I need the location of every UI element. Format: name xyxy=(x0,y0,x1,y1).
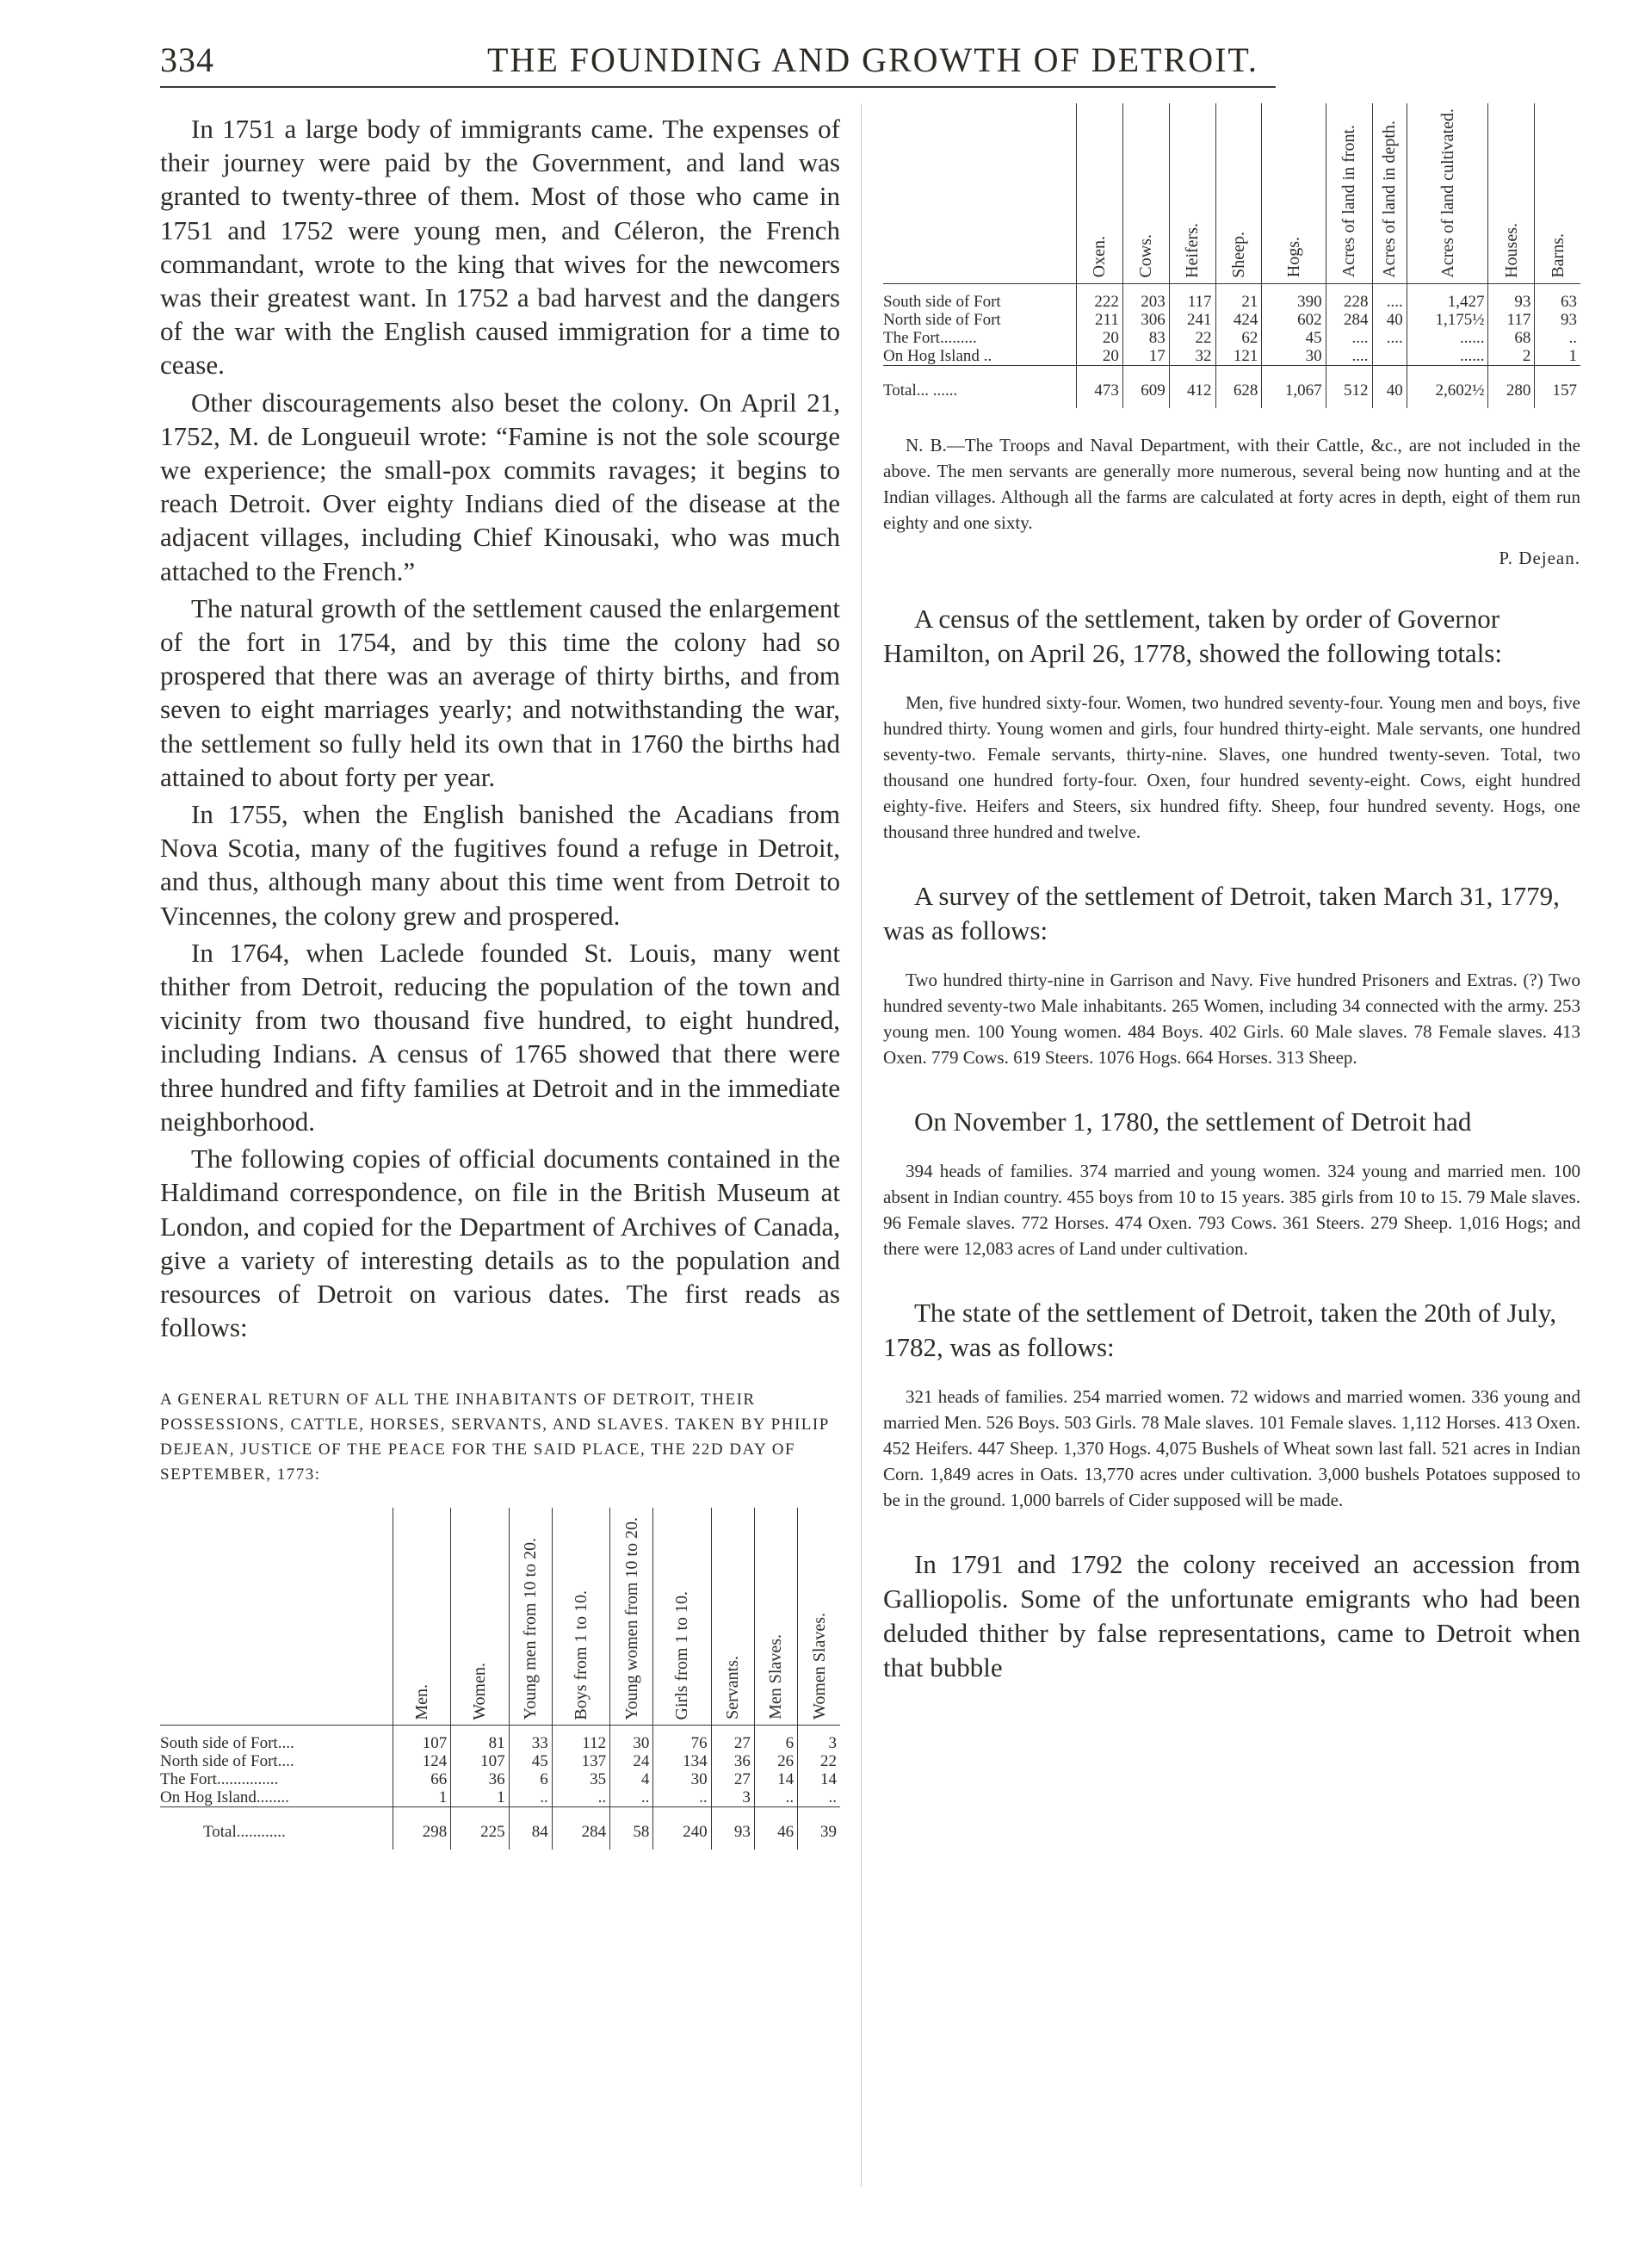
column-header-label: Acres of land in front. xyxy=(1339,125,1359,278)
table-cell: .. xyxy=(798,1788,840,1807)
right-column xyxy=(883,108,1580,1685)
table-header-row xyxy=(883,103,1580,283)
column-header-label: Women. xyxy=(470,1662,490,1720)
table-cell: 473 xyxy=(1077,365,1123,408)
col-acres-front xyxy=(1326,103,1372,283)
col-boys xyxy=(552,1508,609,1726)
table-cell: .. xyxy=(653,1788,711,1807)
column-header-label: Young men from 10 to 20. xyxy=(521,1538,541,1720)
table-cell: 93 xyxy=(1535,311,1580,329)
table-cell: 602 xyxy=(1262,311,1326,329)
table-row xyxy=(160,1788,840,1807)
table-cell: 58 xyxy=(610,1807,653,1850)
table-cell: 1 xyxy=(1535,347,1580,366)
paragraph-haldimand: The following copies of official documents contained in the Haldimand correspondence, on file in the British Museum at London, and copied for the Department of Archives of Canada, give a variety of interesting details as to the population and resources of Detroit on various dates. The first reads as follows: xyxy=(160,1143,840,1343)
table-total-row xyxy=(883,365,1580,408)
row-label: Total... ...... xyxy=(883,381,958,400)
column-header-label: Hogs. xyxy=(1284,237,1304,278)
table-cell: .. xyxy=(610,1788,653,1807)
table-cell: 222 xyxy=(1077,283,1123,311)
column-header-label: Acres of land cultivated. xyxy=(1438,108,1457,278)
table-cell: 211 xyxy=(1077,311,1123,329)
table-cell: 6 xyxy=(509,1770,552,1788)
table-cell: 30 xyxy=(610,1726,653,1753)
table-cell: 20 xyxy=(1077,329,1123,347)
table-cell: 22 xyxy=(1169,329,1215,347)
table-cell: 24 xyxy=(610,1752,653,1770)
section-body-1780: 394 heads of families. 374 married and young women. 324 young and married men. 100 absent in Indian country. 455 boys from 10 to 15 years. 385 girls from 10 to 15. 79 Male slaves. 96 Female slaves. 772 Horses. 474 Oxen. 793 Cows. 361 Steers. 279 Sheep. 1,016 Hogs; and there were 12,083 acres of Land under cultivation. xyxy=(883,1160,1580,1259)
table-cell: 39 xyxy=(798,1807,840,1850)
table-caption-1773: A GENERAL RETURN OF ALL THE INHABITANTS OF DETROIT, THEIR POSSESSIONS, CATTLE, HORSES, SERVANTS, AND SLAVES. TAKEN BY PHILIP DEJEAN, JUSTICE OF THE PEACE FOR THE SAID PLACE, THE 22D DAY OF SEPTEMBER, 1773: xyxy=(160,1391,830,1484)
table-cell: 4 xyxy=(610,1770,653,1788)
page-header xyxy=(160,33,1276,84)
col-oxen xyxy=(1077,103,1123,283)
table-cell: 107 xyxy=(393,1726,451,1753)
column-header-label: Acres of land in depth. xyxy=(1380,120,1400,278)
column-header-label: Houses. xyxy=(1501,222,1521,278)
table-cell: 1,427 xyxy=(1407,283,1488,311)
table-cell: .... xyxy=(1326,347,1372,366)
column-header-label: Women Slaves. xyxy=(809,1613,829,1720)
table-cell: .. xyxy=(1535,329,1580,347)
column-header-label: Cows. xyxy=(1136,234,1156,278)
table-cell: .... xyxy=(1326,329,1372,347)
row-label: North side of Fort.... xyxy=(160,1752,294,1771)
table-cell: 112 xyxy=(552,1726,609,1753)
table-cell: 107 xyxy=(451,1752,509,1770)
table-row xyxy=(883,329,1580,347)
table-cell: 240 xyxy=(653,1807,711,1850)
col-women-slaves xyxy=(798,1508,840,1726)
column-header-label: Young women from 10 to 20. xyxy=(621,1516,641,1720)
col-women xyxy=(451,1508,509,1726)
section-heading-1782: The state of the settlement of Detroit, taken the 20th of July, 1782, was as follows: xyxy=(883,1297,1557,1362)
column-header-label: Girls from 1 to 10. xyxy=(672,1590,692,1720)
table-cell: 134 xyxy=(653,1752,711,1770)
table-cell: 22 xyxy=(798,1752,840,1770)
census-table-inhabitants xyxy=(160,1508,840,1850)
table-cell: 241 xyxy=(1169,311,1215,329)
table-cell: 45 xyxy=(1262,329,1326,347)
table-cell: .. xyxy=(552,1788,609,1807)
section-body-1778: Men, five hundred sixty-four. Women, two hundred seventy-four. Young men and boys, five hundred thirty. Young women and girls, four hundred thirty-eight. Male servants, one hundred seventy-two. Female servants, thirty-nine. Slaves, one hundred twenty-seven. Total, two thousand one hundred forty-four. Oxen, four hundred seventy-eight. Cows, eight hundred eighty-five. Heifers and Steers, six hundred fifty. Sheep, four hundred seventy. Hogs, one thousand three hundred and twelve. xyxy=(883,691,1580,842)
table-row xyxy=(160,1770,840,1788)
table-cell: 66 xyxy=(393,1770,451,1788)
table-cell: 628 xyxy=(1215,365,1262,408)
col-young-men xyxy=(509,1508,552,1726)
table-cell: 2 xyxy=(1488,347,1535,366)
table-cell: 137 xyxy=(552,1752,609,1770)
paragraph-1752: Other discouragements also beset the colony. On April 21, 1752, M. de Longueuil wrote: “Famine is not the sole scourge we experience; the small-pox commits ravages; it begins to reach Detroit. Over eighty Indians died of the disease at the adjacent villages, including Chief Kinousaki, who was much attached to the French.” xyxy=(160,387,840,586)
table-cell: 124 xyxy=(393,1752,451,1770)
table-cell: 298 xyxy=(393,1807,451,1850)
col-servants xyxy=(711,1508,754,1726)
table-cell: 30 xyxy=(1262,347,1326,366)
section-body-1782: 321 heads of families. 254 married women. 72 widows and married women. 336 young and married Men. 526 Boys. 503 Girls. 78 Male slaves. 101 Female slaves. 1,112 Horses. 413 Oxen. 452 Heifers. 447 Sheep. 1,370 Hogs. 4,075 Bushels of Wheat sown last fall. 521 acres in Indian Corn. 1,849 acres in Oats. 13,770 acres under cultivation. 3,000 bushels Potatoes supposed to be in the ground. 1,000 barrels of Cider supposed will be made. xyxy=(883,1385,1580,1510)
table-cell: 121 xyxy=(1215,347,1262,366)
table-cell: 30 xyxy=(653,1770,711,1788)
table-cell: 46 xyxy=(754,1807,797,1850)
left-column xyxy=(160,112,840,1850)
column-header-label: Heifers. xyxy=(1183,222,1203,278)
column-header-label: Men. xyxy=(412,1683,432,1720)
closing-paragraph: In 1791 and 1792 the colony received an accession from Galliopolis. Some of the unfortunate emigrants who had been deluded thither by false representations, came to Detroit when that bubble xyxy=(883,1548,1580,1682)
table-cell: 14 xyxy=(798,1770,840,1788)
paragraph-1755: In 1755, when the English banished the Acadians from Nova Scotia, many of the fugitives found a refuge in Detroit, and thus, although many about this time went from Detroit to Vincennes, the colony grew and prospered. xyxy=(160,799,840,931)
section-heading-1779: A survey of the settlement of Detroit, taken March 31, 1779, was as follows: xyxy=(883,880,1560,945)
col-acres-depth xyxy=(1372,103,1407,283)
table-cell: ...... xyxy=(1407,347,1488,366)
page-number: 334 xyxy=(160,40,214,79)
column-header-label: Oxen. xyxy=(1090,236,1110,278)
paragraph-1754: The natural growth of the settlement caused the enlargement of the fort in 1754, and by this time the colony had so prospered that there was an average of thirty births, and from seven to eight marriages yearly; and notwithstanding the war, the settlement so fully held its own that in 1760 the births had attained to about forty per year. xyxy=(160,592,840,792)
row-label: Total............ xyxy=(203,1823,286,1842)
row-label-header xyxy=(160,1508,393,1726)
table-cell: 45 xyxy=(509,1752,552,1770)
col-girls xyxy=(653,1508,711,1726)
table-cell: 26 xyxy=(754,1752,797,1770)
table-cell: 36 xyxy=(451,1770,509,1788)
table-cell: 3 xyxy=(711,1788,754,1807)
table-cell: 390 xyxy=(1262,283,1326,311)
table-cell: 284 xyxy=(552,1807,609,1850)
column-header-label: Servants. xyxy=(723,1656,743,1720)
table-cell: 36 xyxy=(711,1752,754,1770)
col-men-slaves xyxy=(754,1508,797,1726)
row-label: The Fort......... xyxy=(883,328,977,347)
column-header-label: Boys from 1 to 10. xyxy=(571,1589,591,1720)
section-heading-1778: A census of the settlement, taken by order of Governor Hamilton, on April 26, 1778, showed the following totals: xyxy=(883,603,1502,668)
table-cell: 1 xyxy=(451,1788,509,1807)
table-row xyxy=(883,347,1580,366)
table-cell: 157 xyxy=(1535,365,1580,408)
col-men xyxy=(393,1508,451,1726)
table-cell: 27 xyxy=(711,1726,754,1753)
table-cell: 117 xyxy=(1488,311,1535,329)
table-cell: ...... xyxy=(1407,329,1488,347)
section-body-1779: Two hundred thirty-nine in Garrison and Navy. Five hundred Prisoners and Extras. (?) Two hundred seventy-two Male inhabitants. 265 Women, including 34 connected with the army. 253 young men. 100 Young women. 484 Boys. 402 Girls. 60 Male slaves. 78 Female slaves. 413 Oxen. 779 Cows. 619 Steers. 1076 Hogs. 664 Horses. 313 Sheep. xyxy=(883,969,1580,1068)
table-header-row xyxy=(160,1508,840,1726)
table-cell: 33 xyxy=(509,1726,552,1753)
table-cell: 63 xyxy=(1535,283,1580,311)
table-cell: 1 xyxy=(393,1788,451,1807)
table-cell: 280 xyxy=(1488,365,1535,408)
row-label-header xyxy=(883,103,1077,283)
table-cell: 83 xyxy=(1122,329,1169,347)
header-rule xyxy=(160,86,1276,88)
row-label: North side of Fort xyxy=(883,310,1001,329)
table-cell: 35 xyxy=(552,1770,609,1788)
table-cell: 512 xyxy=(1326,365,1372,408)
table-cell: 93 xyxy=(1488,283,1535,311)
column-header-label: Sheep. xyxy=(1228,231,1248,278)
table-cell: 306 xyxy=(1122,311,1169,329)
table-cell: 14 xyxy=(754,1770,797,1788)
table-cell: 424 xyxy=(1215,311,1262,329)
table-total-row xyxy=(160,1807,840,1850)
table-row xyxy=(160,1752,840,1770)
table-cell: 412 xyxy=(1169,365,1215,408)
col-sheep xyxy=(1215,103,1262,283)
nb-note: N. B.—The Troops and Naval Department, with their Cattle, &c., are not included in the above. The men servants are generally more numerous, several being now hunting and at the Indian villages. Although all the farms are calculated at forty acres in depth, eight of them run eighty and one sixty. xyxy=(883,434,1580,533)
row-label: South side of Fort.... xyxy=(160,1734,294,1753)
row-label: The Fort............... xyxy=(160,1770,279,1789)
table-cell: .. xyxy=(754,1788,797,1807)
table-cell: .. xyxy=(509,1788,552,1807)
paragraph-1764: In 1764, when Laclede founded St. Louis, many went thither from Detroit, reducing the population of the town and vicinity from two thousand five hundred, to eight hundred, including Indians. A census of 1765 showed that there were three hundred and fifty families at Detroit and in the immediate neighborhood. xyxy=(160,937,840,1137)
table-cell: 17 xyxy=(1122,347,1169,366)
table-cell: 32 xyxy=(1169,347,1215,366)
paragraph-1751: In 1751 a large body of immigrants came. The expenses of their journey were paid by the Government, and land was granted to twenty-three of them. Most of those who came in 1751 and 1752 were young men, and Céleron, the French commandant, wrote to the king that wives for the newcomers was their greatest want. In 1752 a bad harvest and the dangers of the war with the English caused immigration for a time to cease. xyxy=(160,114,840,381)
table-cell: 228 xyxy=(1326,283,1372,311)
table-cell: 93 xyxy=(711,1807,754,1850)
table-cell: 2,602½ xyxy=(1407,365,1488,408)
table-cell: 6 xyxy=(754,1726,797,1753)
signature-dejean: P. Dejean. xyxy=(1499,547,1580,568)
col-hogs xyxy=(1262,103,1326,283)
col-cows xyxy=(1122,103,1169,283)
table-cell: 84 xyxy=(509,1807,552,1850)
table-cell: 40 xyxy=(1372,365,1407,408)
table-cell: 1,175½ xyxy=(1407,311,1488,329)
table-cell: 40 xyxy=(1372,311,1407,329)
table-cell: 81 xyxy=(451,1726,509,1753)
col-houses xyxy=(1488,103,1535,283)
table-cell: 117 xyxy=(1169,283,1215,311)
table-cell: 609 xyxy=(1122,365,1169,408)
table-row xyxy=(883,283,1580,311)
col-heifers xyxy=(1169,103,1215,283)
table-cell: 62 xyxy=(1215,329,1262,347)
table-cell: 203 xyxy=(1122,283,1169,311)
table-cell: .... xyxy=(1372,329,1407,347)
row-label: On Hog Island........ xyxy=(160,1788,289,1807)
table-cell: 225 xyxy=(451,1807,509,1850)
col-acres-cultivated xyxy=(1407,103,1488,283)
table-row xyxy=(160,1726,840,1753)
table-cell: .... xyxy=(1372,283,1407,311)
col-young-women xyxy=(610,1508,653,1726)
table-cell: 3 xyxy=(798,1726,840,1753)
table-row xyxy=(883,311,1580,329)
row-label: South side of Fort xyxy=(883,292,1001,311)
running-head: THE FOUNDING AND GROWTH OF DETROIT. xyxy=(487,40,1258,79)
col-barns xyxy=(1535,103,1580,283)
table-cell: 68 xyxy=(1488,329,1535,347)
table-cell: 27 xyxy=(711,1770,754,1788)
row-label: On Hog Island .. xyxy=(883,346,992,365)
census-table-possessions xyxy=(883,103,1580,408)
table-cell: 20 xyxy=(1077,347,1123,366)
table-cell: 21 xyxy=(1215,283,1262,311)
table-cell xyxy=(1372,347,1407,366)
column-header-label: Men Slaves. xyxy=(766,1634,786,1720)
section-heading-1780: On November 1, 1780, the settlement of Detroit had xyxy=(914,1106,1472,1137)
table-cell: 284 xyxy=(1326,311,1372,329)
column-header-label: Barns. xyxy=(1548,232,1568,278)
table-cell: 1,067 xyxy=(1262,365,1326,408)
table-cell: 76 xyxy=(653,1726,711,1753)
column-divider xyxy=(861,103,862,2187)
